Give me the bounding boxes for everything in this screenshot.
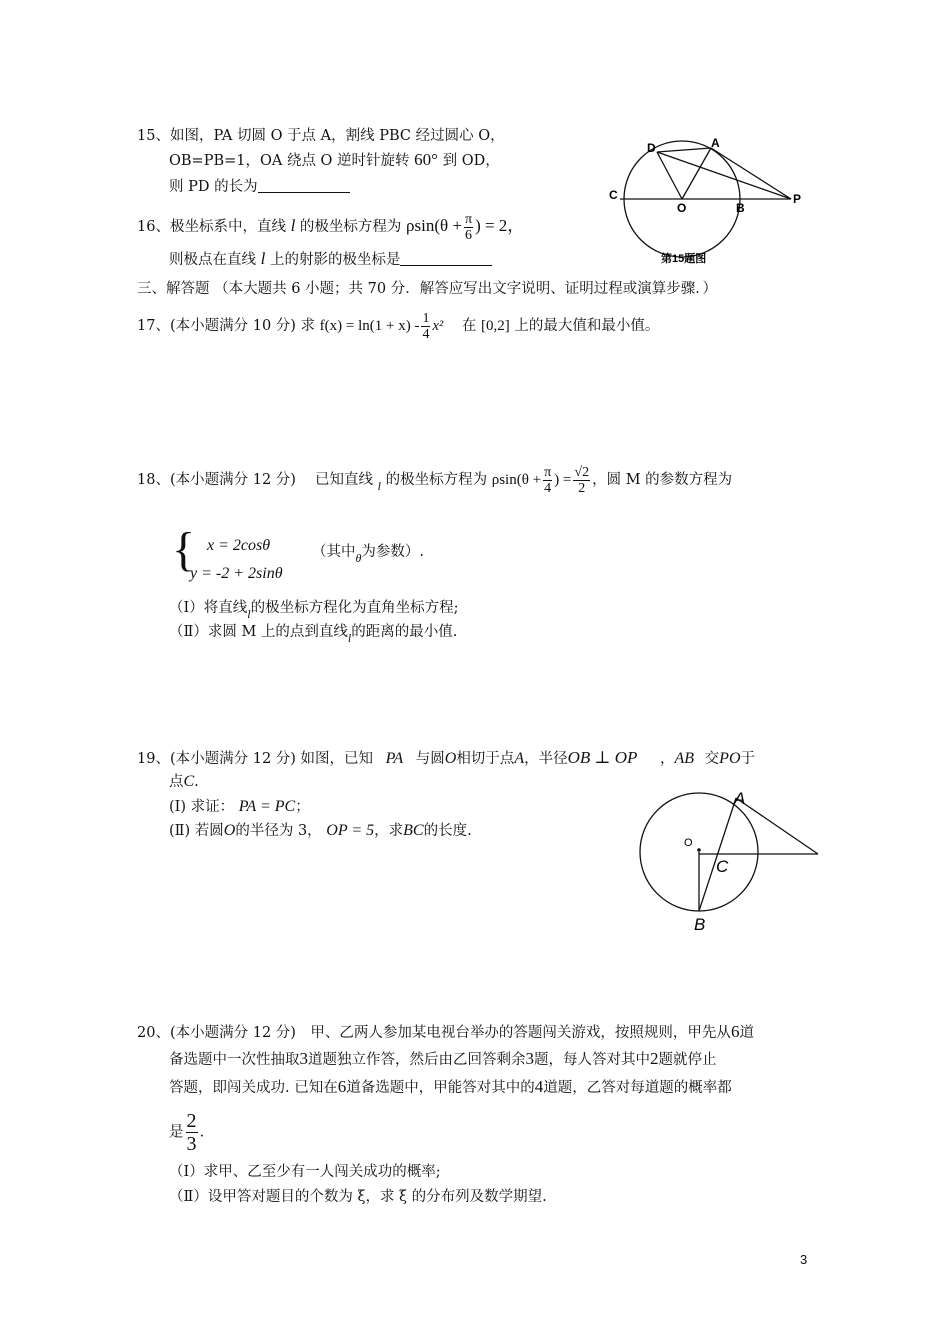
q17-prefix: 17、(本小题满分 10 分) 求 [137,318,316,334]
q19-t5: 交 [704,751,720,767]
q19-part1-eq: PA = PC [238,798,296,815]
q17-function: f(x) = ln(1 + x) - [319,318,420,334]
q15-chord-da [657,148,711,152]
q18-line-symbol: l [377,479,381,493]
q19-line1 [137,748,755,769]
q19-tangent-pa [736,798,818,854]
q19-ab: AB [674,750,695,767]
q20-line1 [137,1022,754,1043]
q20-p-num: 2 [186,1110,197,1132]
q18-part1-l: l [247,607,251,621]
q15-label-p: P [793,192,802,206]
q19-line2b: . [194,774,199,790]
q19-o: O [444,750,457,767]
q19-op: OP = 5 [326,822,375,839]
q20-n3b: 3 [525,1049,534,1068]
q18-suffix: ，圆 M 的参数方程为 [592,472,733,488]
q17-suffix: 上的最大值和最小值。 [514,318,660,334]
q20-line2c: 题，每人答对其中 [534,1052,650,1068]
q18-fraction [543,465,552,496]
q19-line2a: 点 [169,774,184,790]
q19-part1-a: (Ⅰ) 求证： [169,799,235,815]
q18-param-note [312,542,424,568]
q20-line4a: 是 [169,1124,184,1141]
q18-part1 [169,598,458,624]
q18-param-a: （其中 [312,544,356,560]
q20-line2 [169,1049,717,1070]
q16-text2b: 上的射影的极坐标是 [269,252,401,268]
q20-line3b: 道备选题中，甲能答对其中的 [346,1080,535,1096]
q19-label-b: B [694,915,706,934]
q15-figure [605,130,815,265]
q15-line1 [137,126,505,146]
q16-eq-right: ) = 2， [475,216,525,235]
q20-part1 [169,1162,441,1182]
q19-t4: ， [660,751,675,767]
q18-frac-num: π [544,464,552,480]
q18-frac-den: 4 [544,480,552,496]
q18-part2-b: 的距离的最小值. [351,624,458,640]
q18-sys-line1 [207,536,270,556]
q19-part1 [169,797,310,817]
q19-part2-d: 的长度. [423,823,472,839]
q16-line-symbol: l [290,216,296,235]
q20-p-den: 3 [186,1133,197,1155]
section3-text: 三、解答题 （本大题共 6 小题；共 70 分．解答应写出文字说明、证明过程或演算步骤．） [137,281,717,297]
q19-part2-b: 的半径为 3， [235,823,322,839]
q17-fraction [421,311,430,342]
q15-angle: 60° [414,150,438,169]
q18-rhs-num: √2 [574,464,590,480]
q18-system-brace: { [172,523,196,576]
q15-radius-oa [682,148,711,199]
q19-t2: 相切于点 [456,751,515,767]
q20-line2d: 题就停止 [658,1052,717,1068]
q18-theta: θ [355,551,362,565]
q19-line2 [169,772,199,792]
q20-line3a: 答题，即闯关成功. 已知在 [169,1080,338,1096]
q20-line3c: 道题，乙答对每道题的概率都 [543,1080,732,1096]
q18-part1-b: 的极坐标方程化为直角坐标方程; [250,600,459,616]
q19-label-c: C [716,857,729,876]
q20-line2b: 道题独立作答，然后由乙回答剩余 [308,1052,526,1068]
q18-part2-l: l [347,631,352,645]
q16-line1 [137,209,524,244]
q15-text2: OB=PB=1，OA 绕点 O 逆时针旋转 [169,153,410,169]
q19-t3: ，半径 [524,751,568,767]
q20-probability [186,1110,198,1155]
q18-sys-line2 [190,564,283,584]
q19-figure [630,782,830,937]
q20-part1-text: （Ⅰ）求甲、乙至少有一人闯关成功的概率; [169,1164,441,1180]
q19-label-a: A [734,789,746,808]
q15-label-d: D [647,141,656,155]
q15-label-o: O [677,201,687,215]
q17-frac-num: 1 [422,310,430,326]
q19-bc: BC [403,822,424,839]
q16-line-symbol-2: l [260,249,266,268]
q19-pa: PA [385,750,404,767]
q16-text2a: 则极点在直线 [169,252,256,268]
q17-in: 在 [461,318,477,334]
q20-n6b: 6 [337,1077,347,1096]
q15-line3 [169,177,350,197]
q18-eq-mid: ) = [554,472,572,488]
q20-n2: 2 [650,1049,659,1068]
q20-line2a: 备选题中一次性抽取 [169,1052,300,1068]
q19-t1: 与圆 [415,751,445,767]
q18-part1-a: （Ⅰ）将直线 [169,600,248,616]
q19-t6: 于 [740,751,755,767]
q15-line2 [169,150,500,171]
q20-n6: 6 [730,1022,740,1041]
q16-answer-blank [400,251,492,266]
q19-a: A [514,750,525,767]
q19-part2-c: ，求 [374,823,404,839]
q16-frac-num: π [464,211,473,227]
q15-text1: 15、如图，PA 切圆 O 于点 A，割线 PBC 经过圆心 O， [137,128,505,144]
section3-heading [137,279,717,299]
q15-label-a: A [711,136,720,150]
q15-text2b: 到 OD， [442,153,500,169]
page-number [800,1250,807,1270]
q18-eq-left: ρsin(θ + [491,472,542,488]
q18-part2-a: （Ⅱ）求圆 M 上的点到直线 [169,624,348,640]
q15-label-c: C [609,188,618,202]
q15-label-b: B [736,201,745,215]
q15-text3: 则 PD 的长为 [169,179,258,195]
q19-center-dot [697,848,701,852]
q20-part2-text: （Ⅱ）设甲答对题目的个数为 ξ，求 ξ 的分布列及数学期望. [169,1189,547,1205]
q18-rhs-fraction [573,465,590,496]
q20-line1b: 道 [739,1025,754,1041]
q15-tangent-pa [711,148,791,199]
q16-mid: 的极坐标方程为 [299,219,402,235]
q16-eq-left: ρsin(θ + [406,216,462,235]
q18-part2 [169,622,457,648]
q20-line4b: . [199,1124,205,1141]
q15-figure-caption: 第15题图 [661,253,707,265]
q20-n3: 3 [299,1049,308,1068]
q19-part1-b: ； [295,799,310,815]
page-number-text: 3 [800,1252,808,1267]
q19-po: PO [719,750,741,767]
q18-line1 [137,460,732,506]
q17-x-squared: x² [432,318,444,334]
q19-part2-o: O [223,822,236,839]
q18-prefix: 18、(本小题满分 12 分) 已知直线 [137,472,374,488]
q18-rhs-den: 2 [578,480,586,496]
q19-c: C [183,773,195,790]
q19-part2 [169,821,472,841]
q19-prefix: 19、(本小题满分 12 分) 如图，已知 [137,751,374,767]
q17-line [137,309,659,343]
q20-line4 [169,1110,204,1155]
q16-frac-den: 6 [465,227,473,243]
q19-part2-a: (Ⅱ) 若圆 [169,823,224,839]
q16-prefix: 16、极坐标系中，直线 [137,219,286,235]
q16-line2 [169,249,492,270]
q17-frac-den: 4 [422,326,430,342]
q18-sys-y: y = -2 + 2sinθ [190,565,283,582]
q17-interval: [0,2] [480,318,510,334]
q18-mid: 的极坐标方程为 [385,472,488,488]
q20-line1a: 20、(本小题满分 12 分) 甲、乙两人参加某电视台举办的答题闯关游戏，按照规则，甲先从 [137,1025,731,1041]
q15-answer-blank [258,178,350,193]
q20-n4: 4 [534,1077,544,1096]
q16-fraction [464,212,473,243]
q19-label-o: O [684,837,693,849]
q18-param-b: 为参数）. [361,544,425,560]
q20-line3 [169,1077,732,1098]
q20-part2 [169,1187,547,1207]
q18-sys-x: x = 2cosθ [207,537,271,554]
q19-perp: OB ⊥ OP [567,748,638,767]
